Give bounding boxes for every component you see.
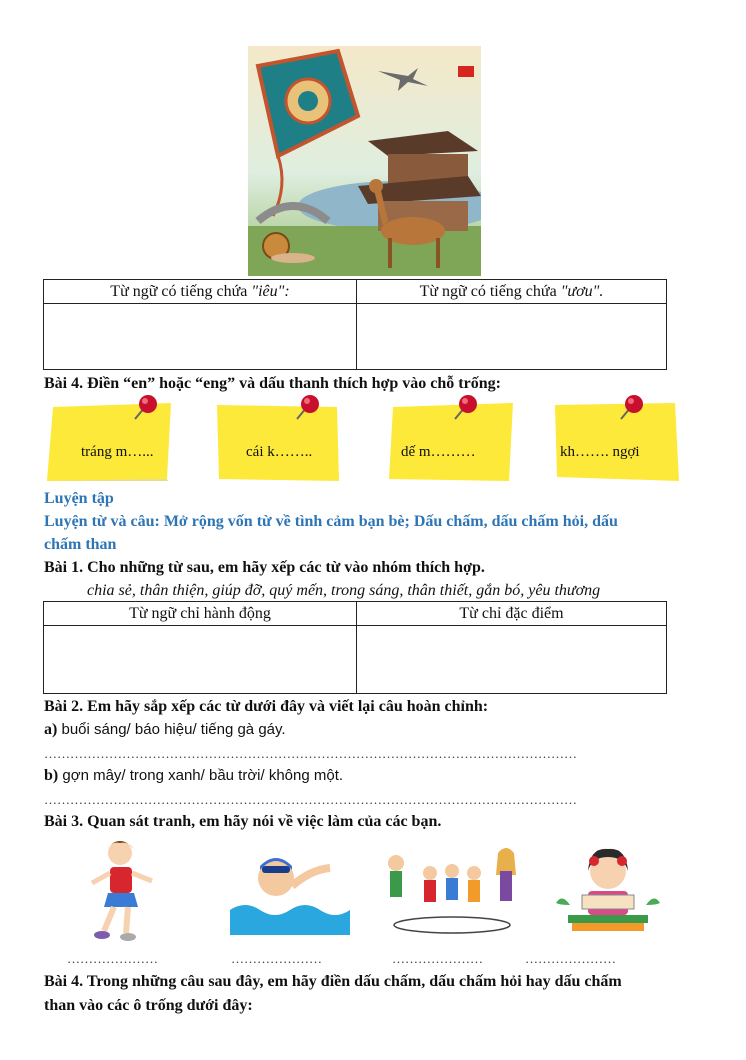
exercise-3-title: Bài 3. Quan sát tranh, em hãy nói về việc làm của các bạn.	[44, 813, 442, 830]
answer-dots-2[interactable]: …………………	[231, 951, 322, 966]
kids-jump-rope-illustration	[382, 845, 520, 935]
table-header-actions: Từ ngữ chỉ hành động	[44, 602, 357, 626]
note-text-2: cái k……..	[246, 444, 313, 460]
answer-dots-4[interactable]: …………………	[525, 951, 616, 966]
kite-pagoda-deer-illustration	[248, 46, 481, 276]
note-text-3: dế m………	[401, 444, 476, 460]
answer-line-b[interactable]: ……………………………………………………………………………………………………………	[44, 792, 577, 807]
exercise-1-title: Bài 1. Cho những từ sau, em hãy xếp các từ vào nhóm thích hợp.	[44, 559, 485, 576]
table-header-traits: Từ chỉ đặc điểm	[357, 602, 667, 626]
pushpin-icon	[289, 393, 323, 423]
table-ieu-uou	[43, 279, 667, 370]
section-subheading: Luyện từ và câu: Mở rộng vốn từ về tình cảm bạn bè; Dấu chấm, dấu chấm hỏi, dấu	[44, 513, 618, 530]
table-header-uou: Từ ngữ có tiếng chứa "ươu".	[357, 280, 667, 304]
girl-reading-illustration	[552, 843, 664, 938]
girl-running-illustration	[78, 835, 168, 943]
table-answer-cell[interactable]	[44, 626, 357, 694]
table-header-ieu: Từ ngữ có tiếng chứa "iêu":	[44, 280, 357, 304]
note-text-4: kh……. ngợi	[560, 444, 640, 460]
pushpin-icon	[613, 393, 647, 423]
pushpin-icon	[447, 393, 481, 423]
table-answer-cell[interactable]	[357, 626, 667, 694]
exercise-2a: a) buổi sáng/ báo hiệu/ tiếng gà gáy.	[44, 721, 286, 738]
table-answer-cell[interactable]	[44, 304, 357, 370]
exercise-4b-title-cont: than vào các ô trống dưới đây:	[44, 997, 253, 1014]
answer-dots-3[interactable]: …………………	[392, 951, 483, 966]
note-text-1: tráng m…...	[81, 444, 154, 460]
section-heading: Luyện tập	[44, 490, 114, 507]
section-subheading-cont: chấm than	[44, 536, 117, 553]
word-list: chia sẻ, thân thiện, giúp đỡ, quý mến, trong sáng, thân thiết, gắn bó, yêu thương	[87, 582, 601, 599]
answer-line-a[interactable]: ……………………………………………………………………………………………………………	[44, 746, 577, 761]
exercise-4-title: Bài 4. Điền “en” hoặc “eng” và dấu thanh thích hợp vào chỗ trống:	[44, 375, 501, 392]
exercise-2b: b) gợn mây/ trong xanh/ bầu trời/ không một.	[44, 767, 344, 784]
exercise-4b-title: Bài 4. Trong những câu sau đây, em hãy điền dấu chấm, dấu chấm hỏi hay dấu chấm	[44, 973, 622, 990]
pushpin-icon	[127, 393, 161, 423]
exercise-2-title: Bài 2. Em hãy sắp xếp các từ dưới đây và viết lại câu hoàn chỉnh:	[44, 698, 489, 715]
table-word-groups	[43, 601, 667, 694]
sticky-notes-row	[45, 393, 685, 493]
boy-swimming-illustration	[230, 850, 350, 935]
table-answer-cell[interactable]	[357, 304, 667, 370]
answer-dots-1[interactable]: …………………	[67, 951, 158, 966]
